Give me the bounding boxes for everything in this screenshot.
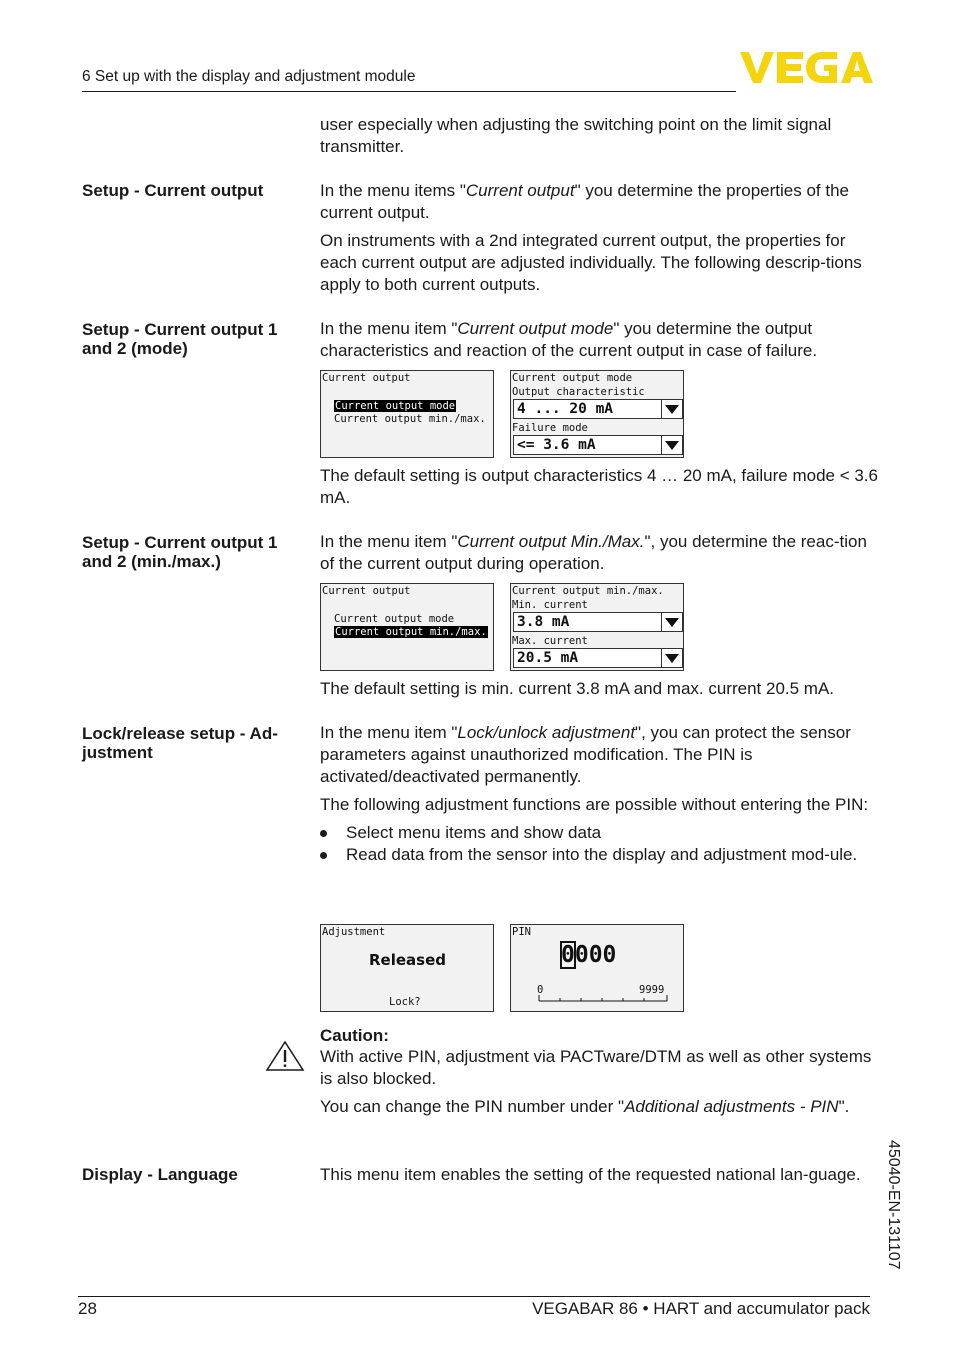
footer-product: VEGABAR 86 • HART and accumulator pack <box>532 1299 870 1318</box>
footer-rule <box>78 1296 870 1297</box>
warning-triangle-icon <box>265 1040 305 1072</box>
lock-text: In the menu item "Lock/unlock adjustment", you can protect the sensor parameters against unauthorized modification. The PIN is activated/deactivated permanently. The following adjustment functions are possible without entering the PIN: Select menu items and show data Read data from the sensor into the display and adjustment mod-ule. <box>320 722 880 866</box>
caution-title: Caution: <box>320 1026 389 1045</box>
dropdown-arrow-icon <box>661 400 682 418</box>
dropdown-arrow-icon <box>661 436 682 454</box>
document-number: 45040-EN-131107 <box>885 1140 902 1270</box>
screen-adjustment: Adjustment Released Lock? <box>320 924 494 1012</box>
list-item: Read data from the sensor into the display and adjustment mod-ule. <box>320 844 880 866</box>
heading-current-output: Setup - Current output <box>82 181 264 200</box>
intro-paragraph: user especially when adjusting the switching point on the limit signal transmitter. <box>320 115 832 156</box>
caution-text: With active PIN, adjustment via PACTware/DTM as well as other systems is also blocked. <box>320 1047 872 1088</box>
dropdown-arrow-icon <box>661 649 682 667</box>
screen-pin: PIN 0000 0 9999 <box>510 924 684 1012</box>
minmax-text: In the menu item "Current output Min./Max.", you determine the reac-tion of the current output during operation. <box>320 532 867 573</box>
heading-lock-release: Lock/release setup - Ad- justment <box>82 724 278 762</box>
current-output-text <box>320 180 880 296</box>
screen-current-output-mode: Current output mode Output characteristic 4 ... 20 mA Failure mode <= 3.6 mA <box>510 370 684 458</box>
pin-value: 0000 <box>561 942 617 968</box>
current-output-p1: In the menu items "Current output" you determine the properties of the current output. <box>320 181 849 222</box>
max-current-dropdown: 20.5 mA <box>513 648 683 668</box>
dropdown-arrow-icon <box>661 613 682 631</box>
screen-current-output-menu-2: Current output Current output mode Current output min./max. <box>320 583 494 671</box>
heading-current-output-mode: Setup - Current output 1 and 2 (mode) <box>82 320 278 358</box>
language-text: This menu item enables the setting of the requested national lan-guage. <box>320 1165 861 1184</box>
vega-logo <box>740 50 873 84</box>
header-rule <box>82 91 736 92</box>
selected-menu-item: Current output mode <box>335 400 456 412</box>
bullet-list <box>320 822 880 866</box>
pin-change-note: You can change the PIN number under "Additional adjustments - PIN". <box>320 1097 850 1116</box>
failure-mode-dropdown: <= 3.6 mA <box>513 435 683 455</box>
screen-current-output-menu: Current output Current output mode Current output min./max. <box>320 370 494 458</box>
running-header: 6 Set up with the display and adjustment module <box>82 68 416 85</box>
pin-cursor-digit: 0 <box>561 942 575 968</box>
caution-block <box>320 1026 880 1118</box>
output-characteristic-dropdown: 4 ... 20 mA <box>513 399 683 419</box>
minmax-default-text: The default setting is min. current 3.8 mA and max. current 20.5 mA. <box>320 679 835 698</box>
heading-display-language: Display - Language <box>82 1165 238 1184</box>
mode-default-text: The default setting is output characteristics 4 … 20 mA, failure mode < 3.6 mA. <box>320 466 878 507</box>
list-item: Select menu items and show data <box>320 822 880 844</box>
page-number: 28 <box>78 1299 97 1318</box>
heading-current-output-minmax: Setup - Current output 1 and 2 (min./max.) <box>82 533 278 571</box>
screen-current-output-minmax: Current output min./max. Min. current 3.8 mA Max. current 20.5 mA <box>510 583 684 671</box>
selected-menu-item: Current output min./max. <box>335 626 487 638</box>
mode-text: In the menu item "Current output mode" you determine the output characteristics and reaction of the current output in case of failure. <box>320 319 818 360</box>
min-current-dropdown: 3.8 mA <box>513 612 683 632</box>
current-output-p2: On instruments with a 2nd integrated current output, the properties for each current output are adjusted individually. The following descrip-tions apply to both current outputs. <box>320 231 862 294</box>
